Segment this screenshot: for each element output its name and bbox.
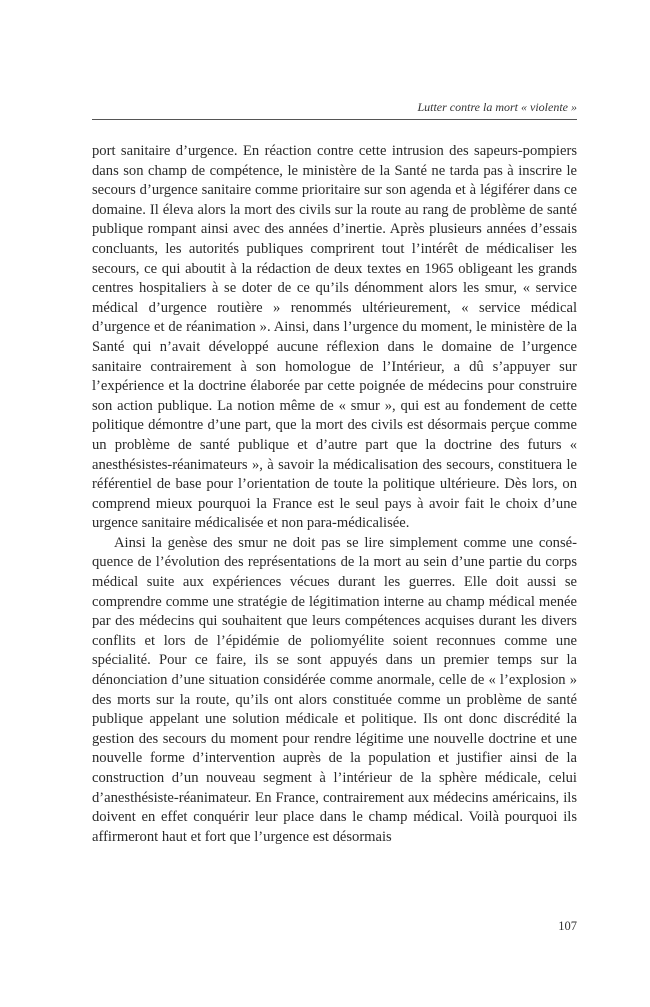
- running-head: Lutter contre la mort « violente »: [417, 100, 577, 114]
- paragraph-2: Ainsi la genèse des smur ne doit pas se lire simplement comme une conséquence de l’évolution des représentations de la mort au sein d’une partie du corps médical suite aux expériences vécues durant les guerres. Elle doit aussi se comprendre comme une stratégie de légitimation interne au champ médical menée par des médecins qui souhaitent que leurs compétences acquises durant les divers conflits et lors de l’épidémie de poliomyélite soient reconnues comme une spécialité. Pour ce faire, ils se sont appuyés dans un premier temps sur la dénonciation d’une situation considérée comme anormale, celle de « l’explosion » des morts sur la route, qu’ils ont alors constituée comme un problème de santé publique appelant une solution médicale et politique. Ils ont donc discrédité la gestion des secours du moment pour rendre légitime une nouvelle doctrine et une nouvelle forme d’intervention auprès de la population et justifier ainsi de la construction d’un nouveau segment à l’intérieur de la sphère médicale, celui d’anesthésiste-réanimateur. En France, contrairement aux médecins américains, ils doivent en effet conquérir leur place dans le champ médical. Voilà pourquoi ils affirmeront haut et fort que l’urgence est désormais: [92, 534, 577, 845]
- paragraph-1: port sanitaire d’urgence. En réaction contre cette intrusion des sapeurs-pompiers dans son champ de compétence, le ministère de la Santé ne tarda pas à inscrire le secours d’urgence sanitaire comme prioritaire sur son agenda et à légiférer dans ce domaine. Il éleva alors la mort des civils sur la route au rang de problème de santé publique rompant ainsi avec des années d’inertie. Après plusieurs années d’essais concluants, les autorités publiques comprirent tout l’intérêt de médicaliser les secours, ce qui aboutit à la rédaction de deux textes en 1965 obligeant les grands centres hospitaliers à se doter de ce qu’ils dénomment alors les smur, « service médical d’urgence routière » renommés ultérieurement, « service médical d’urgence et de réanimation ». Ainsi, dans l’urgence du moment, le ministère de la Santé qui n’avait développé aucune réflexion dans le domaine de l’urgence sanitaire contrairement à son homologue de l’Intérieur, a dû s’appuyer sur l’expérience et la doctrine élaborée par cette poignée de médecins pour construire son action publique. La notion même de « smur », qui est au fondement de cette politique démontre d’une part, que la mort des civils est désormais perçue comme un problème de santé publique et d’autre part que la doctrine des futurs « anesthésistes-réanimateurs », à savoir la médicalisation des secours, constituera le référentiel de base pour l’orientation de toute la politique ultérieure. Dès lors, on comprend mieux pourquoi la France est le seul pays à avoir fait le choix d’une urgence sanitaire médicalisée et non para-médicalisée.: [92, 143, 577, 532]
- page-number: 107: [558, 919, 577, 933]
- body-text: [92, 142, 577, 847]
- header-rule: [92, 119, 577, 120]
